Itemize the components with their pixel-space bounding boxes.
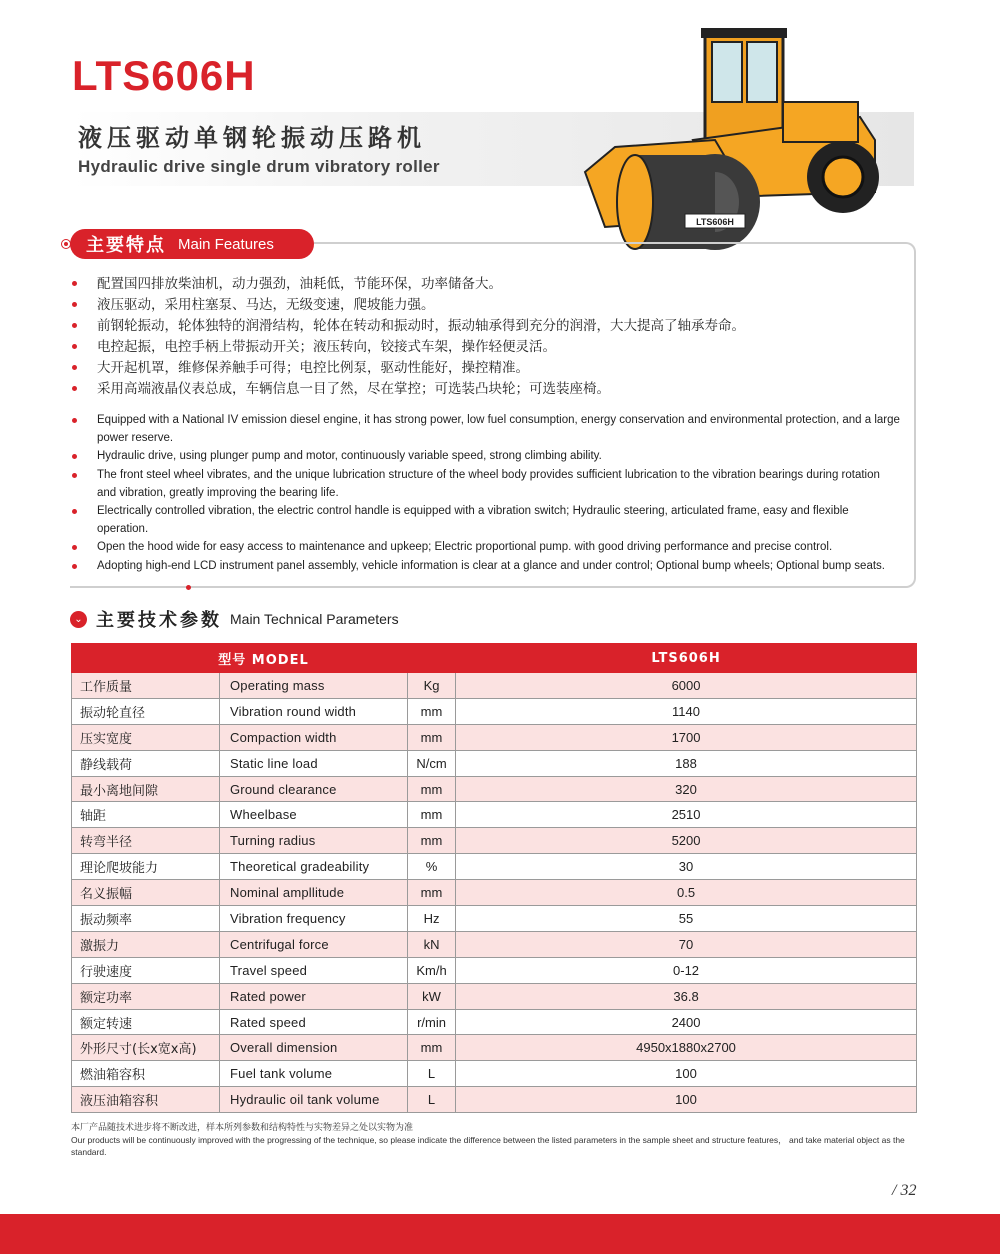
heading-dot-icon [62,240,70,248]
param-name-en: Ground clearance [220,776,408,802]
table-row [72,983,917,1009]
param-value: 70 [456,931,917,957]
feature-item-en: Equipped with a National IV emission diesel engine, it has strong power, low fuel consumption, energy conservation and environmental protection, and a large power reserve. [72,411,902,447]
param-name-en: Operating mass [220,673,408,699]
param-name-en: Turning radius [220,828,408,854]
features-list-en [72,411,902,575]
param-name-en: Vibration round width [220,698,408,724]
header-model: 型号 MODEL [72,644,456,673]
param-value: 36.8 [456,983,917,1009]
param-name-cn: 振动频率 [72,906,220,932]
feature-item-en: The front steel wheel vibrates, and the unique lubrication structure of the wheel body provides sufficient lubrication to the vibration bearings during rotation and vibration, greatly improving the bearing life. [72,466,902,502]
params-heading-cn: 主要技术参数 [96,610,222,631]
param-unit: mm [408,828,456,854]
param-name-cn: 最小离地间隙 [72,776,220,802]
param-name-cn: 振动轮直径 [72,698,220,724]
table-row [72,931,917,957]
feature-item-en: Electrically controlled vibration, the electric control handle is equipped with a vibration switch; Hydraulic steering, articulated frame, easy and flexible operation. [72,502,902,538]
param-name-en: Travel speed [220,957,408,983]
param-unit: mm [408,1035,456,1061]
title-cn: 液压驱动单钢轮振动压路机 [78,124,426,152]
box-end-dot-icon [186,585,191,590]
table-row [72,957,917,983]
params-heading-en: Main Technical Parameters [230,611,399,627]
model-title: LTS606H [72,52,256,99]
feature-item-cn: 液压驱动，采用柱塞泵、马达，无级变速，爬坡能力强。 [72,295,902,316]
footer-bar [0,1214,1000,1254]
feature-item-en: Open the hood wide for easy access to maintenance and upkeep; Electric proportional pump. with good driving performance and precise control. [72,538,902,556]
param-value: 2510 [456,802,917,828]
param-name-cn: 转弯半径 [72,828,220,854]
param-name-en: Fuel tank volume [220,1061,408,1087]
param-value: 188 [456,750,917,776]
param-value: 100 [456,1061,917,1087]
param-name-en: Centrifugal force [220,931,408,957]
roller-image [575,22,895,252]
param-value: 55 [456,906,917,932]
param-name-cn: 静线载荷 [72,750,220,776]
table-row [72,673,917,699]
header-model-value: LTS606H [456,644,917,673]
table-row [72,724,917,750]
param-unit: mm [408,698,456,724]
table-row [72,906,917,932]
param-unit: L [408,1087,456,1113]
param-name-en: Overall dimension [220,1035,408,1061]
param-unit: L [408,1061,456,1087]
param-value: 4950x1880x2700 [456,1035,917,1061]
table-row [72,698,917,724]
param-name-cn: 激振力 [72,931,220,957]
param-name-cn: 压实宽度 [72,724,220,750]
table-row [72,776,917,802]
table-row [72,880,917,906]
param-name-en: Vibration frequency [220,906,408,932]
param-unit: mm [408,776,456,802]
param-name-en: Theoretical gradeability [220,854,408,880]
features-heading [70,229,314,259]
table-row [72,828,917,854]
features-list-cn [72,274,902,400]
param-value: 100 [456,1087,917,1113]
title-en: Hydraulic drive single drum vibratory roller [78,157,440,176]
param-value: 6000 [456,673,917,699]
spec-body [72,673,917,1113]
spec-table [71,643,917,1113]
param-name-cn: 工作质量 [72,673,220,699]
table-row [72,1009,917,1035]
params-heading [70,606,399,632]
param-unit: Kg [408,673,456,699]
feature-item-en: Adopting high-end LCD instrument panel assembly, vehicle information is clear at a glance and under control; Optional bump wheels; Optional bump seats. [72,557,902,575]
table-row [72,1035,917,1061]
roller-label: LTS606H [696,217,734,227]
param-value: 0-12 [456,957,917,983]
param-value: 2400 [456,1009,917,1035]
param-unit: kW [408,983,456,1009]
param-name-en: Static line load [220,750,408,776]
param-unit: mm [408,724,456,750]
chevron-down-icon: ⌄ [70,611,87,628]
param-unit: mm [408,802,456,828]
param-name-cn: 外形尺寸(长x宽x高) [72,1035,220,1061]
features-heading-cn: 主要特点 [86,235,166,256]
table-row [72,854,917,880]
param-value: 5200 [456,828,917,854]
param-value: 0.5 [456,880,917,906]
param-name-en: Rated speed [220,1009,408,1035]
feature-item-en: Hydraulic drive, using plunger pump and motor, continuously variable speed, strong climbing ability. [72,447,902,465]
param-value: 30 [456,854,917,880]
table-row [72,1061,917,1087]
param-name-cn: 液压油箱容积 [72,1087,220,1113]
page-number: / 32 [892,1182,917,1199]
param-unit: mm [408,880,456,906]
param-unit: r/min [408,1009,456,1035]
table-row [72,750,917,776]
note-cn: 本厂产品随技术进步将不断改进，样本所列参数和结构特性与实物差异之处以实物为准 [71,1123,414,1133]
feature-item-cn: 电控起振，电控手柄上带振动开关；液压转向，铰接式车架，操作轻便灵活。 [72,337,902,358]
param-unit: kN [408,931,456,957]
param-name-en: Nominal ampllitude [220,880,408,906]
param-name-en: Rated power [220,983,408,1009]
table-row [72,802,917,828]
param-name-en: Compaction width [220,724,408,750]
param-unit: Km/h [408,957,456,983]
param-name-cn: 额定转速 [72,1009,220,1035]
table-row [72,1087,917,1113]
param-name-cn: 额定功率 [72,983,220,1009]
param-name-cn: 轴距 [72,802,220,828]
param-value: 320 [456,776,917,802]
param-name-en: Wheelbase [220,802,408,828]
feature-item-cn: 前钢轮振动，轮体独特的润滑结构，轮体在转动和振动时，振动轴承得到充分的润滑，大大提高了轴承寿命。 [72,316,902,337]
param-value: 1140 [456,698,917,724]
param-name-cn: 名义振幅 [72,880,220,906]
feature-item-cn: 采用高端液晶仪表总成，车辆信息一目了然，尽在掌控；可选装凸块轮；可选装座椅。 [72,379,902,400]
param-name-en: Hydraulic oil tank volume [220,1087,408,1113]
param-unit: % [408,854,456,880]
param-name-cn: 理论爬坡能力 [72,854,220,880]
param-name-cn: 燃油箱容积 [72,1061,220,1087]
features-heading-en: Main Features [178,235,274,253]
param-value: 1700 [456,724,917,750]
feature-item-cn: 大开起机罩，维修保养触手可得；电控比例泵，驱动性能好，操控精准。 [72,358,902,379]
feature-item-cn: 配置国四排放柴油机，动力强劲，油耗低，节能环保，功率储备大。 [72,274,902,295]
note-en: Our products will be continuously improved with the progressing of the technique, so please indicate the difference between the listed parameters in the sample sheet and structure features， and take material object as the standard. [71,1135,905,1157]
table-header-row [72,644,917,673]
param-name-cn: 行驶速度 [72,957,220,983]
param-unit: N/cm [408,750,456,776]
param-unit: Hz [408,906,456,932]
